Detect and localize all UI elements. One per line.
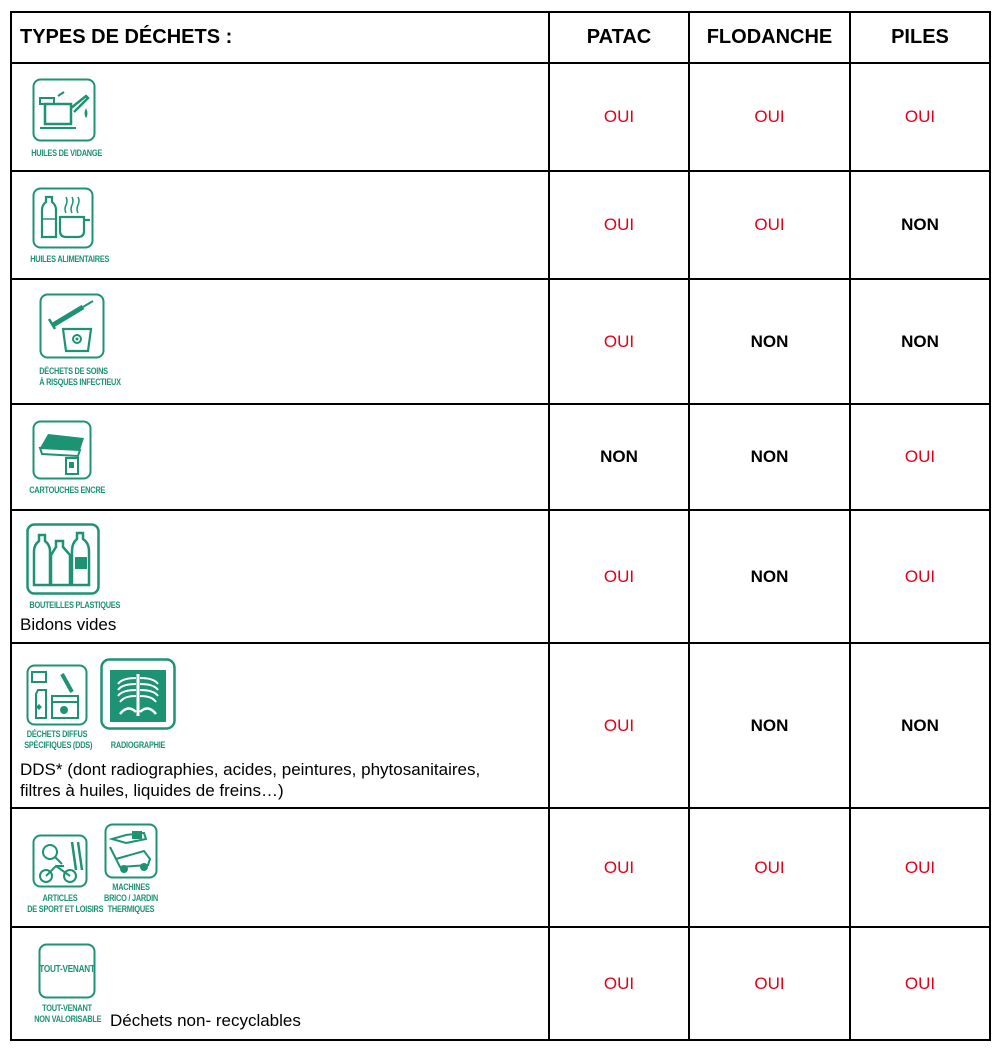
flodanche-value: OUI (690, 928, 851, 1041)
waste-type-cell (10, 64, 550, 172)
icon-caption: TOUT-VENANT (42, 1003, 92, 1013)
icon-caption: HUILES DE VIDANGE (31, 148, 103, 158)
piles-value: NON (851, 644, 991, 809)
flodanche-value: OUI (690, 172, 851, 280)
flodanche-value: NON (690, 644, 851, 809)
flodanche-value: OUI (690, 64, 851, 172)
patac-value: OUI (550, 172, 690, 280)
icon-caption: HUILES ALIMENTAIRES (30, 254, 110, 264)
flodanche-value: NON (690, 405, 851, 511)
patac-value: OUI (550, 64, 690, 172)
header-types: TYPES DE DÉCHETS : (10, 11, 550, 64)
flodanche-value: OUI (690, 809, 851, 928)
waste-type-cell (10, 405, 550, 511)
icon-caption: DÉCHETS DIFFUS (26, 729, 88, 739)
table-row (10, 928, 991, 1041)
paint-spray-icon (26, 664, 88, 726)
piles-value: OUI (851, 928, 991, 1041)
waste-type-cell (10, 928, 550, 1041)
icon-caption: DÉCHETS DE SOINS (39, 366, 108, 376)
waste-description: filtres à huiles, liquides de freins…) (20, 781, 284, 800)
waste-table (10, 11, 991, 1041)
waste-type-cell (10, 644, 550, 809)
tout-venant-icon (38, 943, 96, 999)
icon-caption: SPÉCIFIQUES (DDS) (24, 740, 93, 750)
plastic-bottles-icon (26, 523, 100, 595)
waste-type-cell (10, 172, 550, 280)
header-patac: PATAC (550, 11, 690, 64)
piles-value: OUI (851, 809, 991, 928)
waste-type-cell (10, 809, 550, 928)
sport-bike-icon (32, 834, 88, 888)
waste-description: DDS* (dont radiographies, acides, peintures, phytosanitaires, (20, 760, 481, 779)
table-row (10, 280, 991, 405)
header-flodanche: FLODANCHE (690, 11, 851, 64)
waste-type-cell (10, 511, 550, 644)
table-row (10, 405, 991, 511)
waste-description: Bidons vides (20, 615, 117, 634)
piles-value: OUI (851, 64, 991, 172)
table-row (10, 64, 991, 172)
patac-value: OUI (550, 928, 690, 1041)
table-row (10, 809, 991, 928)
icon-caption: BRICO / JARDIN (104, 893, 158, 903)
patac-value: OUI (550, 280, 690, 405)
table-row (10, 511, 991, 644)
patac-value: OUI (550, 644, 690, 809)
bottle-pan-icon (32, 187, 94, 249)
flodanche-value: NON (690, 511, 851, 644)
icon-caption: RADIOGRAPHIE (110, 740, 166, 750)
icon-caption: ARTICLES (42, 893, 78, 903)
table-row (10, 172, 991, 280)
icon-caption: NON VALORISABLE (34, 1014, 102, 1024)
icon-caption: MACHINES (112, 882, 150, 892)
chainsaw-mower-icon (104, 823, 158, 879)
flodanche-value: NON (690, 280, 851, 405)
piles-value: NON (851, 280, 991, 405)
piles-value: OUI (851, 405, 991, 511)
icon-label: TOUT-VENANT (39, 964, 95, 975)
patac-value: OUI (550, 511, 690, 644)
piles-value: NON (851, 172, 991, 280)
icon-caption: BOUTEILLES PLASTIQUES (29, 600, 121, 610)
icon-caption: DE SPORT ET LOISIRS (27, 904, 104, 914)
header-row (10, 11, 991, 64)
waste-type-cell (10, 280, 550, 405)
ink-cartridge-icon (32, 420, 92, 480)
table-row (10, 644, 991, 809)
patac-value: OUI (550, 809, 690, 928)
header-piles: PILES (851, 11, 991, 64)
icon-caption: CARTOUCHES ENCRE (29, 485, 106, 495)
xray-icon (100, 658, 176, 730)
icon-caption: THERMIQUES (107, 904, 155, 914)
piles-value: OUI (851, 511, 991, 644)
icon-caption: À RISQUES INFECTIEUX (39, 377, 121, 387)
syringe-biohazard-icon (39, 293, 105, 359)
oil-can-icon (32, 78, 96, 142)
waste-description: Déchets non- recyclables (110, 1011, 301, 1030)
patac-value: NON (550, 405, 690, 511)
